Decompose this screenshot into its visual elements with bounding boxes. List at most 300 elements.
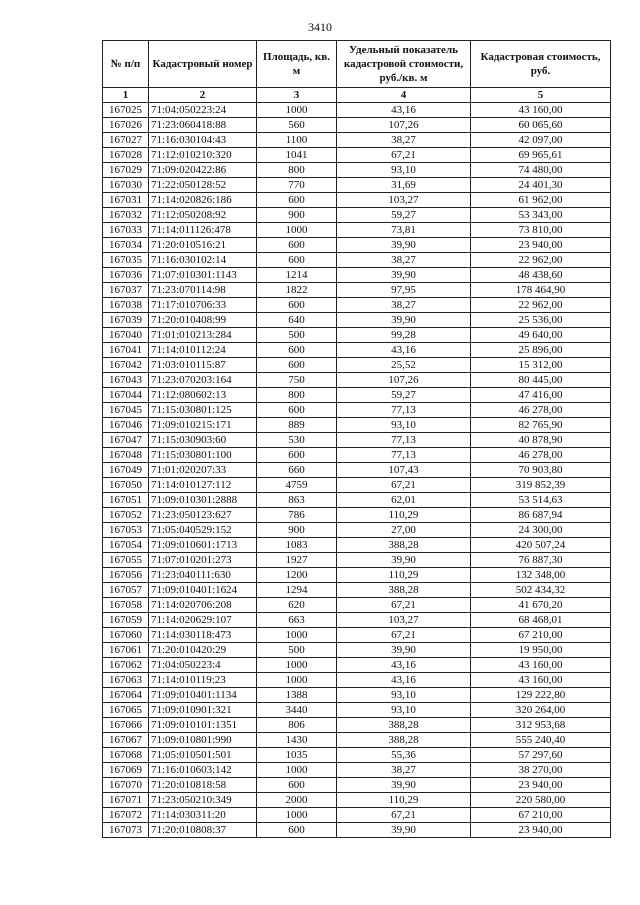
table-row [103,178,611,193]
cell-row-number: 167052 [103,508,149,523]
cell-area: 600 [257,343,337,358]
cell-specific-value: 388,28 [337,718,471,733]
cell-area: 806 [257,718,337,733]
cell-specific-value: 388,28 [337,538,471,553]
cell-row-number: 167027 [103,133,149,148]
cell-row-number: 167039 [103,313,149,328]
cell-cadastral-cost: 40 878,90 [471,433,611,448]
cell-cadastral-number: 71:14:020706:208 [149,598,257,613]
cell-specific-value: 93,10 [337,688,471,703]
cell-row-number: 167025 [103,103,149,118]
cell-cadastral-cost: 43 160,00 [471,658,611,673]
cell-cadastral-number: 71:09:010401:1624 [149,583,257,598]
cadastral-table [102,40,611,838]
cell-cadastral-cost: 23 940,00 [471,823,611,838]
cell-specific-value: 110,29 [337,508,471,523]
cell-specific-value: 39,90 [337,778,471,793]
cell-specific-value: 38,27 [337,763,471,778]
cell-area: 560 [257,118,337,133]
cell-cadastral-cost: 68 468,01 [471,613,611,628]
cell-cadastral-cost: 420 507,24 [471,538,611,553]
cell-cadastral-number: 71:09:010101:1351 [149,718,257,733]
cell-specific-value: 77,13 [337,433,471,448]
page-number: 3410 [308,20,332,34]
cell-specific-value: 99,28 [337,328,471,343]
table-header-row [103,41,611,88]
cell-specific-value: 38,27 [337,298,471,313]
cell-cadastral-cost: 38 270,00 [471,763,611,778]
table-row [103,238,611,253]
cell-specific-value: 73,81 [337,223,471,238]
table-row [103,193,611,208]
cell-row-number: 167030 [103,178,149,193]
cell-area: 600 [257,298,337,313]
cell-cadastral-number: 71:20:010408:99 [149,313,257,328]
cell-cadastral-number: 71:14:020826:186 [149,193,257,208]
cell-row-number: 167057 [103,583,149,598]
cell-cadastral-cost: 53 343,00 [471,208,611,223]
table-row [103,643,611,658]
cell-specific-value: 67,21 [337,808,471,823]
cell-cadastral-cost: 69 965,61 [471,148,611,163]
table-body [103,103,611,838]
cell-specific-value: 39,90 [337,823,471,838]
cell-area: 600 [257,238,337,253]
cell-row-number: 167062 [103,658,149,673]
table-row [103,553,611,568]
cell-area: 863 [257,493,337,508]
cell-cadastral-number: 71:09:010601:1713 [149,538,257,553]
cell-area: 640 [257,313,337,328]
table-row [103,298,611,313]
cell-specific-value: 43,16 [337,103,471,118]
cell-area: 3440 [257,703,337,718]
cell-area: 1000 [257,658,337,673]
table-row [103,583,611,598]
cell-cadastral-number: 71:16:010603:142 [149,763,257,778]
cell-specific-value: 27,00 [337,523,471,538]
cell-specific-value: 39,90 [337,268,471,283]
cell-row-number: 167044 [103,388,149,403]
table-row [103,763,611,778]
cell-cadastral-cost: 319 852,39 [471,478,611,493]
table-row [103,328,611,343]
cell-cadastral-cost: 53 514,63 [471,493,611,508]
cell-specific-value: 38,27 [337,133,471,148]
table-row [103,463,611,478]
cell-cadastral-number: 71:20:010818:58 [149,778,257,793]
cell-area: 1388 [257,688,337,703]
header-specific-value: Удельный показатель кадастровой стоимости, руб./кв. м [337,41,471,88]
cell-cadastral-number: 71:14:020629:107 [149,613,257,628]
cell-row-number: 167049 [103,463,149,478]
cell-cadastral-number: 71:01:010213:284 [149,328,257,343]
table-row [103,628,611,643]
table-row [103,373,611,388]
cell-specific-value: 77,13 [337,448,471,463]
cell-specific-value: 43,16 [337,673,471,688]
cell-area: 1000 [257,808,337,823]
table-row [103,493,611,508]
cell-area: 900 [257,523,337,538]
cell-area: 750 [257,373,337,388]
table-row [103,313,611,328]
cell-specific-value: 93,10 [337,163,471,178]
cell-area: 1000 [257,223,337,238]
table-row [103,103,611,118]
cell-cadastral-cost: 129 222,80 [471,688,611,703]
cell-cadastral-number: 71:09:010215:171 [149,418,257,433]
cell-area: 900 [257,208,337,223]
table-row [103,823,611,838]
cell-area: 1000 [257,763,337,778]
cell-specific-value: 110,29 [337,568,471,583]
cell-area: 1083 [257,538,337,553]
cell-area: 1214 [257,268,337,283]
cell-cadastral-number: 71:05:040529:152 [149,523,257,538]
cell-area: 1000 [257,628,337,643]
cell-row-number: 167067 [103,733,149,748]
cell-specific-value: 388,28 [337,733,471,748]
cell-row-number: 167032 [103,208,149,223]
cell-row-number: 167043 [103,373,149,388]
cell-row-number: 167036 [103,268,149,283]
table-row [103,283,611,298]
cell-cadastral-cost: 178 464,90 [471,283,611,298]
table-row [103,433,611,448]
table-row [103,718,611,733]
cell-row-number: 167042 [103,358,149,373]
cell-cadastral-cost: 43 160,00 [471,103,611,118]
cell-specific-value: 107,26 [337,118,471,133]
cell-area: 600 [257,403,337,418]
cell-specific-value: 67,21 [337,598,471,613]
cell-specific-value: 59,27 [337,388,471,403]
cell-row-number: 167034 [103,238,149,253]
cell-row-number: 167065 [103,703,149,718]
cell-cadastral-number: 71:12:080602:13 [149,388,257,403]
table-row [103,778,611,793]
table-row [103,118,611,133]
cell-area: 1041 [257,148,337,163]
cell-area: 600 [257,823,337,838]
cell-specific-value: 43,16 [337,343,471,358]
table-column-numbers-row [103,88,611,103]
cell-area: 660 [257,463,337,478]
cell-cadastral-cost: 132 348,00 [471,568,611,583]
cell-area: 620 [257,598,337,613]
cell-cadastral-number: 71:12:050208:92 [149,208,257,223]
cell-row-number: 167045 [103,403,149,418]
cell-specific-value: 39,90 [337,553,471,568]
table-row [103,598,611,613]
cell-row-number: 167053 [103,523,149,538]
cell-cadastral-cost: 25 536,00 [471,313,611,328]
table-row [103,703,611,718]
cell-specific-value: 67,21 [337,148,471,163]
cell-row-number: 167050 [103,478,149,493]
cell-cadastral-cost: 312 953,68 [471,718,611,733]
table-row [103,658,611,673]
cell-cadastral-cost: 86 687,94 [471,508,611,523]
cell-cadastral-number: 71:09:010901:321 [149,703,257,718]
cell-area: 600 [257,358,337,373]
cell-area: 1000 [257,103,337,118]
column-number: 1 [103,88,149,103]
cell-cadastral-cost: 67 210,00 [471,628,611,643]
table-row [103,568,611,583]
cell-specific-value: 25,52 [337,358,471,373]
cell-cadastral-cost: 22 962,00 [471,253,611,268]
cell-cadastral-cost: 48 438,60 [471,268,611,283]
table-row [103,133,611,148]
cell-specific-value: 103,27 [337,193,471,208]
cell-area: 800 [257,163,337,178]
cell-row-number: 167058 [103,598,149,613]
cell-area: 2000 [257,793,337,808]
cell-area: 600 [257,778,337,793]
cell-cadastral-number: 71:16:030102:14 [149,253,257,268]
cell-cadastral-number: 71:23:050210:349 [149,793,257,808]
header-area: Площадь, кв. м [257,41,337,88]
cell-specific-value: 59,27 [337,208,471,223]
cell-cadastral-number: 71:16:030104:43 [149,133,257,148]
cell-cadastral-number: 71:20:010420:29 [149,643,257,658]
cell-cadastral-number: 71:15:030801:100 [149,448,257,463]
cell-cadastral-number: 71:22:050128:52 [149,178,257,193]
cell-cadastral-number: 71:14:011126:478 [149,223,257,238]
cell-area: 889 [257,418,337,433]
cell-cadastral-cost: 47 416,00 [471,388,611,403]
cell-row-number: 167063 [103,673,149,688]
cell-area: 1035 [257,748,337,763]
table-row [103,733,611,748]
cell-cadastral-cost: 80 445,00 [471,373,611,388]
cell-cadastral-number: 71:04:050223:4 [149,658,257,673]
cell-cadastral-number: 71:09:010801:990 [149,733,257,748]
cell-row-number: 167035 [103,253,149,268]
table-row [103,538,611,553]
cell-cadastral-number: 71:09:020422:86 [149,163,257,178]
table-row [103,688,611,703]
cell-area: 1430 [257,733,337,748]
header-cadastral-cost: Кадастровая стоимость, руб. [471,41,611,88]
cell-row-number: 167031 [103,193,149,208]
cell-row-number: 167037 [103,283,149,298]
cell-cadastral-number: 71:23:070203:164 [149,373,257,388]
cell-cadastral-cost: 46 278,00 [471,403,611,418]
cell-specific-value: 62,01 [337,493,471,508]
cell-cadastral-cost: 24 401,30 [471,178,611,193]
cell-row-number: 167048 [103,448,149,463]
cell-row-number: 167026 [103,118,149,133]
cell-specific-value: 39,90 [337,238,471,253]
cell-area: 500 [257,643,337,658]
table-row [103,268,611,283]
cell-specific-value: 77,13 [337,403,471,418]
cell-cadastral-number: 71:14:030118:473 [149,628,257,643]
cell-cadastral-number: 71:14:010119:23 [149,673,257,688]
cell-specific-value: 97,95 [337,283,471,298]
cell-cadastral-cost: 43 160,00 [471,673,611,688]
cell-area: 786 [257,508,337,523]
cell-area: 600 [257,448,337,463]
cell-cadastral-cost: 24 300,00 [471,523,611,538]
cell-cadastral-number: 71:07:010301:1143 [149,268,257,283]
cell-specific-value: 39,90 [337,313,471,328]
cell-cadastral-number: 71:09:010301:2888 [149,493,257,508]
table-row [103,523,611,538]
cell-cadastral-number: 71:14:010112:24 [149,343,257,358]
cell-area: 1100 [257,133,337,148]
table-row [103,478,611,493]
cell-cadastral-cost: 42 097,00 [471,133,611,148]
cell-row-number: 167028 [103,148,149,163]
cell-cadastral-cost: 22 962,00 [471,298,611,313]
cell-cadastral-cost: 555 240,40 [471,733,611,748]
cell-cadastral-cost: 502 434,32 [471,583,611,598]
cell-row-number: 167059 [103,613,149,628]
cell-cadastral-number: 71:01:020207:33 [149,463,257,478]
cell-area: 530 [257,433,337,448]
table-row [103,223,611,238]
cell-specific-value: 39,90 [337,643,471,658]
cell-specific-value: 67,21 [337,628,471,643]
cell-cadastral-number: 71:20:010808:37 [149,823,257,838]
cell-cadastral-cost: 76 887,30 [471,553,611,568]
cell-specific-value: 31,69 [337,178,471,193]
cell-area: 1927 [257,553,337,568]
cell-row-number: 167061 [103,643,149,658]
cell-cadastral-cost: 67 210,00 [471,808,611,823]
cell-row-number: 167033 [103,223,149,238]
cell-cadastral-number: 71:04:050223:24 [149,103,257,118]
table-row [103,418,611,433]
column-number: 2 [149,88,257,103]
table-row [103,748,611,763]
cell-cadastral-cost: 220 580,00 [471,793,611,808]
cell-specific-value: 103,27 [337,613,471,628]
cell-row-number: 167073 [103,823,149,838]
cell-row-number: 167047 [103,433,149,448]
table-row [103,208,611,223]
cell-cadastral-cost: 60 065,60 [471,118,611,133]
cell-area: 4759 [257,478,337,493]
cell-cadastral-cost: 41 670,20 [471,598,611,613]
cell-row-number: 167072 [103,808,149,823]
cell-area: 1200 [257,568,337,583]
cell-specific-value: 38,27 [337,253,471,268]
cell-cadastral-cost: 70 903,80 [471,463,611,478]
cell-row-number: 167040 [103,328,149,343]
cell-specific-value: 388,28 [337,583,471,598]
cell-specific-value: 107,26 [337,373,471,388]
cell-row-number: 167056 [103,568,149,583]
cell-cadastral-cost: 49 640,00 [471,328,611,343]
cell-area: 663 [257,613,337,628]
table-row [103,793,611,808]
cell-cadastral-cost: 61 962,00 [471,193,611,208]
cell-cadastral-cost: 57 297,60 [471,748,611,763]
cell-cadastral-cost: 19 950,00 [471,643,611,658]
cell-cadastral-cost: 74 480,00 [471,163,611,178]
cell-row-number: 167069 [103,763,149,778]
cell-area: 600 [257,253,337,268]
table-row [103,508,611,523]
cell-specific-value: 93,10 [337,703,471,718]
cell-row-number: 167051 [103,493,149,508]
cell-area: 1294 [257,583,337,598]
cell-row-number: 167071 [103,793,149,808]
cell-cadastral-number: 71:23:060418:88 [149,118,257,133]
cell-row-number: 167060 [103,628,149,643]
cell-row-number: 167055 [103,553,149,568]
table-row [103,388,611,403]
cell-row-number: 167029 [103,163,149,178]
cell-row-number: 167041 [103,343,149,358]
cell-cadastral-number: 71:23:040111:630 [149,568,257,583]
cell-row-number: 167054 [103,538,149,553]
cell-cadastral-cost: 73 810,00 [471,223,611,238]
cell-cadastral-number: 71:14:010127:112 [149,478,257,493]
cell-cadastral-cost: 46 278,00 [471,448,611,463]
cell-specific-value: 107,43 [337,463,471,478]
table-row [103,403,611,418]
header-row-number: № п/п [103,41,149,88]
cell-row-number: 167068 [103,748,149,763]
cell-cadastral-number: 71:09:010401:1134 [149,688,257,703]
table-row [103,163,611,178]
cell-cadastral-cost: 23 940,00 [471,238,611,253]
cell-cadastral-number: 71:12:010210:320 [149,148,257,163]
cell-row-number: 167046 [103,418,149,433]
table-row [103,253,611,268]
cell-area: 1000 [257,673,337,688]
cell-specific-value: 110,29 [337,793,471,808]
cell-cadastral-number: 71:15:030903:60 [149,433,257,448]
table-row [103,808,611,823]
column-number: 5 [471,88,611,103]
cell-row-number: 167070 [103,778,149,793]
column-number: 3 [257,88,337,103]
cell-specific-value: 93,10 [337,418,471,433]
cell-cadastral-number: 71:05:010501:501 [149,748,257,763]
cell-area: 770 [257,178,337,193]
cell-cadastral-number: 71:03:010115:87 [149,358,257,373]
header-cadastral-number: Кадастровый номер [149,41,257,88]
cell-row-number: 167066 [103,718,149,733]
cell-cadastral-cost: 25 896,00 [471,343,611,358]
cell-cadastral-number: 71:17:010706:33 [149,298,257,313]
cell-row-number: 167064 [103,688,149,703]
table-row [103,343,611,358]
cell-cadastral-number: 71:14:030311:20 [149,808,257,823]
table-row [103,358,611,373]
cell-area: 800 [257,388,337,403]
cell-cadastral-cost: 23 940,00 [471,778,611,793]
cell-cadastral-number: 71:23:050123:627 [149,508,257,523]
cell-row-number: 167038 [103,298,149,313]
cell-cadastral-number: 71:23:070114:98 [149,283,257,298]
cell-cadastral-cost: 82 765,90 [471,418,611,433]
column-number: 4 [337,88,471,103]
cell-specific-value: 67,21 [337,478,471,493]
cell-specific-value: 55,36 [337,748,471,763]
cell-area: 1822 [257,283,337,298]
cell-specific-value: 43,16 [337,658,471,673]
table-row [103,673,611,688]
cell-cadastral-cost: 15 312,00 [471,358,611,373]
